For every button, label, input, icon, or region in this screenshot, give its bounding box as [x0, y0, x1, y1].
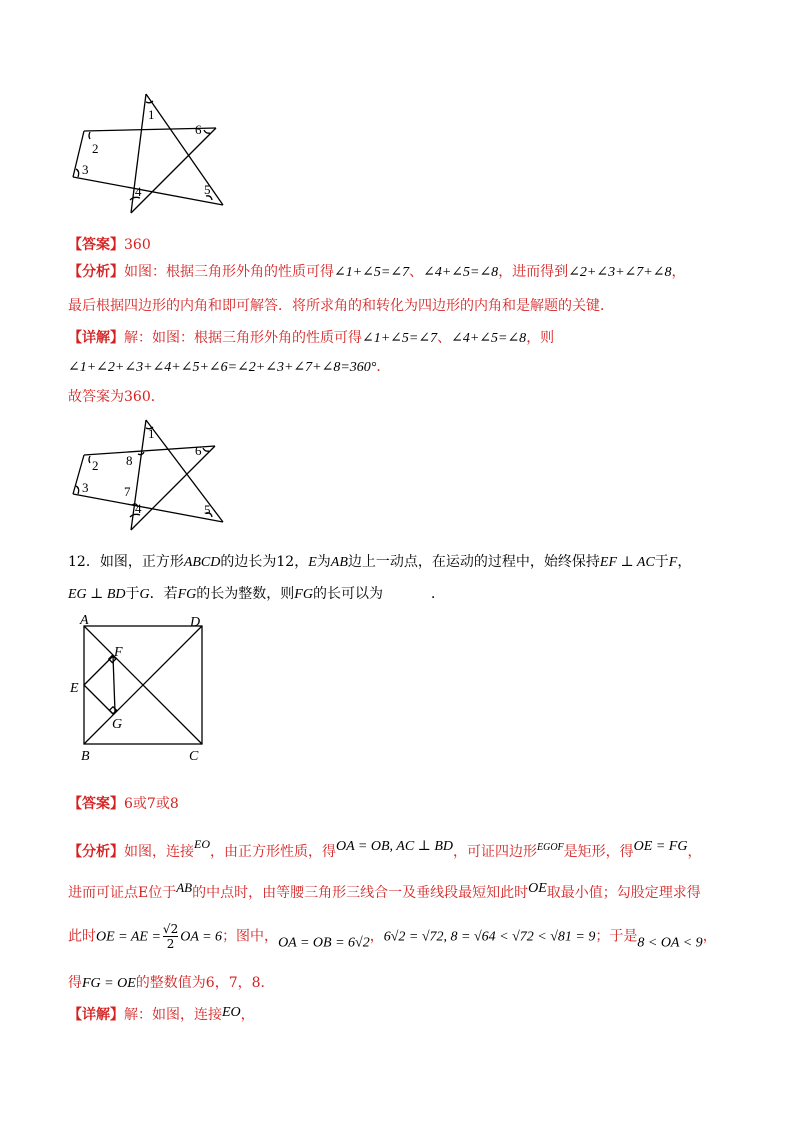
analysis-line-1: [68, 262, 685, 283]
formula: OE = AE =: [96, 929, 161, 945]
problem-text: 12．如图，正方形: [68, 554, 184, 570]
formula: ∠1+∠2+∠3+∠4+∠5+∠6=∠2+∠3+∠7+∠8=360°: [68, 360, 377, 375]
separator: 、: [437, 330, 452, 346]
problem-text: 边上一动点，在运动的过程中，始终保持: [347, 554, 600, 570]
detail-text: ，: [240, 1007, 255, 1023]
angle-label-6: 6: [195, 443, 202, 458]
detail-text: 解：如图：根据三角形外角的性质可得: [124, 330, 362, 346]
formula: AB: [330, 555, 348, 570]
analysis-text: ；于是: [595, 928, 638, 945]
analysis-tag: 【分析】: [68, 844, 124, 860]
problem-text: ．若: [149, 586, 178, 602]
angle-label-4: 4: [135, 501, 142, 516]
answer-tag: 【答案】: [68, 237, 124, 253]
point-label-f: F: [114, 645, 123, 660]
answer-line-2: [68, 794, 179, 814]
analysis2-line-1: [68, 834, 701, 862]
formula: OE: [528, 881, 547, 896]
vertex-label-b: B: [81, 749, 90, 764]
formula: EF ⊥ AC: [599, 555, 655, 570]
angle-label-3: 3: [82, 480, 89, 495]
answer-tag: 【答案】: [68, 796, 124, 812]
problem-text: ，: [677, 554, 692, 570]
formula: 8 < OA < 9: [637, 935, 703, 951]
formula: 6√2 = √72, 8 = √64 < √72 < √81 = 9: [383, 929, 596, 945]
problem-12-line-1: [68, 552, 691, 573]
formula: FG = OE: [82, 976, 136, 991]
analysis2-line-3: [68, 922, 717, 962]
problem-12-line-2: [68, 584, 445, 605]
problem-text: 的长为整数，则: [196, 586, 295, 602]
analysis2-line-2: [68, 878, 701, 903]
analysis-text: 得: [68, 975, 82, 991]
formula: AB: [176, 880, 193, 895]
angle-label-1: 1: [148, 107, 155, 122]
analysis-text: ，: [702, 928, 717, 945]
fraction-denominator: 2: [166, 937, 175, 951]
analysis-text: 是矩形，得: [563, 844, 634, 860]
analysis-text: 进而可证点E位于: [68, 885, 177, 901]
vertex-label-d: D: [190, 615, 201, 630]
angle-label-5: 5: [204, 182, 211, 197]
formula: FG: [294, 587, 313, 602]
angle-label-7: 7: [124, 484, 131, 499]
detail-text: ，则: [526, 330, 555, 346]
formula: EGOF: [536, 842, 564, 853]
problem-text: 的边长为12，: [220, 554, 309, 570]
figure-square-abcd: [68, 612, 218, 768]
fraction-numerator: √2: [162, 922, 179, 936]
formula: OA = 6: [180, 929, 223, 945]
analysis-text: 此时: [68, 928, 96, 945]
analysis-text: ，: [671, 264, 686, 280]
formula: F: [668, 555, 678, 570]
analysis-text: ，由正方形性质，得: [210, 844, 336, 860]
formula: ∠4+∠5=∠8: [423, 265, 499, 280]
analysis-text: ；图中，: [222, 928, 279, 945]
detail-text: 解：如图，连接: [124, 1007, 222, 1023]
detail-conclusion: 故答案为360．: [68, 389, 165, 405]
angle-label-2: 2: [92, 458, 99, 473]
angle-label-5: 5: [204, 502, 211, 517]
detail-line-2: [68, 357, 390, 378]
answer-value: 360: [124, 237, 151, 253]
analysis-text: ，可证四边形: [452, 844, 537, 860]
analysis-text: 如图：根据三角形外角的性质可得: [124, 264, 334, 280]
angle-label-8: 8: [126, 453, 133, 468]
analysis-tag: 【分析】: [68, 264, 124, 280]
detail-tag: 【详解】: [68, 330, 124, 346]
formula: OE = FG: [633, 839, 688, 854]
answer-value: 6或7或8: [124, 796, 179, 812]
vertex-label-c: C: [189, 749, 199, 764]
analysis-text: 的整数值为6，7，8．: [135, 975, 275, 991]
figure-star-pentagon-2: [68, 418, 228, 533]
problem-text: 于: [654, 554, 669, 570]
analysis-line-2: 最后根据四边形的内角和即可解答．将所求角的和转化为四边形的内角和是解题的关键．: [68, 298, 614, 314]
point-label-g: G: [112, 717, 123, 732]
period: ．: [376, 359, 391, 375]
analysis-text: 如图，连接: [124, 844, 194, 860]
angle-label-6: 6: [195, 122, 202, 137]
angle-label-2: 2: [92, 141, 99, 156]
formula: ∠1+∠5=∠7: [334, 265, 410, 280]
formula: FG: [177, 587, 197, 602]
formula: EG ⊥ BD: [68, 587, 126, 602]
analysis-text: ，: [687, 844, 702, 860]
formula: G: [139, 587, 150, 602]
formula: ABCD: [183, 555, 221, 570]
problem-text: 的长可以为: [312, 586, 383, 602]
analysis-text: ，进而得到: [498, 264, 569, 280]
detail-tag: 【详解】: [68, 1007, 124, 1023]
separator: 、: [409, 264, 424, 280]
formula: ∠4+∠5=∠8: [451, 331, 527, 346]
analysis-text: 的中点时，由等腰三角形三线合一及垂线段最短知此时: [192, 885, 529, 901]
formula: EO: [222, 1005, 241, 1020]
detail-line-1: [68, 328, 554, 349]
problem-text: 为: [316, 554, 331, 570]
problem-text: 于: [125, 586, 140, 602]
formula: ∠2+∠3+∠7+∠8: [568, 265, 672, 280]
analysis2-line-4: [68, 973, 275, 994]
formula: OA = OB, AC ⊥ BD: [336, 839, 453, 854]
problem-text: ．: [430, 586, 445, 602]
fraction: [163, 922, 178, 951]
vertex-label-a: A: [80, 613, 89, 628]
answer-line-1: [68, 235, 151, 255]
angle-label-4: 4: [135, 184, 142, 199]
angle-label-3: 3: [82, 162, 89, 177]
angle-label-1: 1: [148, 426, 155, 441]
point-label-e: E: [70, 681, 79, 696]
formula: OA = OB = 6√2: [278, 935, 370, 951]
detail2-line-1: [68, 1003, 255, 1025]
figure-star-pentagon-1: [68, 92, 228, 217]
formula: E: [308, 555, 317, 570]
formula: EO: [194, 837, 210, 851]
analysis-text: 取最小值；勾股定理求得: [546, 885, 701, 901]
formula: ∠1+∠5=∠7: [362, 331, 438, 346]
analysis-text: ，: [369, 928, 384, 945]
